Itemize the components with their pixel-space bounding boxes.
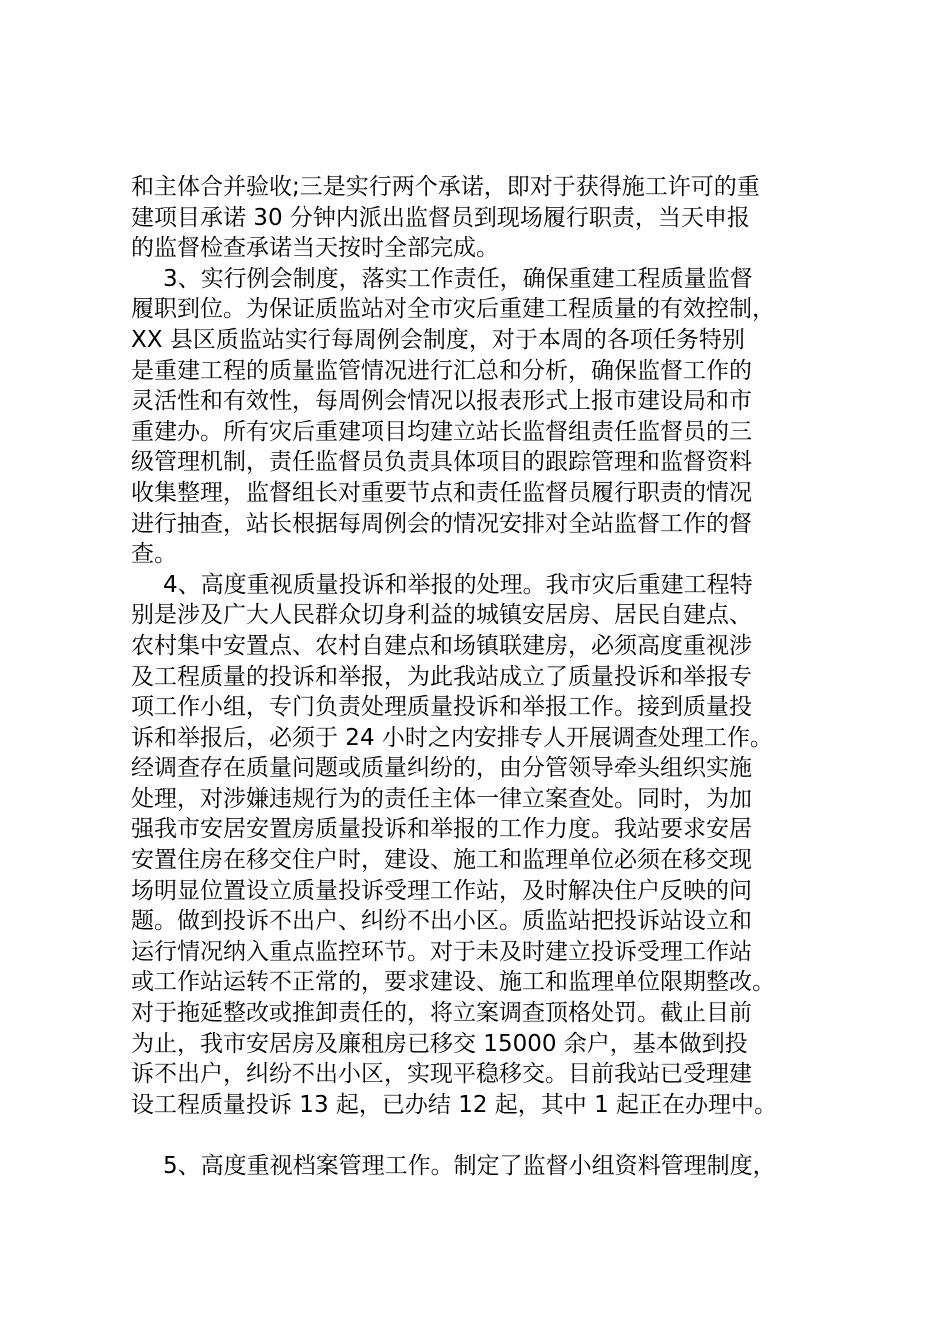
paragraph-5-start: 5、高度重视档案管理工作。制定了监督小组资料管理制度，: [163, 1153, 776, 1179]
text-line: 别是涉及广大人民群众切身利益的城镇安居房、居民自建点、: [131, 602, 752, 629]
text-line: 经调查存在质量问题或质量纠纷的，由分管领导牵头组织实施: [131, 755, 752, 782]
text-line: 履职到位。为保证质监站对全市灾后重建工程质量的有效控制，: [131, 296, 775, 323]
text-line: 设工程质量投诉 13 起，已办结 12 起，其中 1 起正在办理中。: [131, 1091, 778, 1118]
text-line: 的监督检查承诺当天按时全部完成。: [131, 235, 499, 262]
text-line: 项工作小组，专门负责处理质量投诉和举报工作。接到质量投: [131, 694, 752, 721]
text-line: XX 县区质监站实行每周例会制度，对于本周的各项任务特别: [131, 326, 745, 353]
text-line: 查。: [131, 541, 177, 568]
text-line: 诉不出户，纠纷不出小区，实现平稳移交。目前我站已受理建: [131, 1061, 752, 1088]
text-line: 诉和举报后，必须于 24 小时之内安排专人开展调查处理工作。: [131, 724, 773, 751]
paragraph-gap: [131, 1120, 831, 1151]
text-line: 处理，对涉嫌违规行为的责任主体一律立案查处。同时，为加: [131, 785, 752, 812]
text-line: 及工程质量的投诉和举报，为此我站成立了质量投诉和举报专: [131, 663, 752, 690]
text-line: 安置住房在移交住户时，建设、施工和监理单位必须在移交现: [131, 847, 752, 874]
text-line: 建项目承诺 30 分钟内派出监督员到现场履行职责，当天申报: [131, 204, 750, 231]
text-line: 对于拖延整改或推卸责任的，将立案调查顶格处罚。截止目前: [131, 1000, 752, 1027]
text-line: 是重建工程的质量监管情况进行汇总和分析，确保监督工作的: [131, 357, 752, 384]
text-line: 或工作站运转不正常的，要求建设、施工和监理单位限期整改。: [131, 969, 775, 996]
text-line: 运行情况纳入重点监控环节。对于未及时建立投诉受理工作站: [131, 938, 752, 965]
text-line: 为止，我市安居房及廉租房已移交 15000 余户，基本做到投: [131, 1030, 748, 1057]
text-line: 重建办。所有灾后重建项目均建立站长监督组责任监督员的三: [131, 418, 752, 445]
body-text: [131, 172, 831, 1182]
text-line: 场明显位置设立质量投诉受理工作站，及时解决住户反映的问: [131, 877, 752, 904]
text-line: 农村集中安置点、农村自建点和场镇联建房，必须高度重视涉: [131, 632, 752, 659]
text-line: 收集整理，监督组长对重要节点和责任监督员履行职责的情况: [131, 479, 752, 506]
text-line: 强我市安居安置房质量投诉和举报的工作力度。我站要求安居: [131, 816, 752, 843]
paragraph-3-start: 3、实行例会制度，落实工作责任，确保重建工程质量监督: [163, 265, 753, 292]
paragraph-4-start: 4、高度重视质量投诉和举报的处理。我市灾后重建工程特: [163, 571, 753, 598]
text-line: 题。做到投诉不出户、纠纷不出小区。质监站把投诉站设立和: [131, 908, 752, 935]
text-line: 进行抽查，站长根据每周例会的情况安排对全站监督工作的督: [131, 510, 752, 537]
text-line: 级管理机制，责任监督员负责具体项目的跟踪管理和监督资料: [131, 449, 752, 476]
text-line: 和主体合并验收;三是实行两个承诺，即对于获得施工许可的重: [131, 174, 760, 200]
text-line: 灵活性和有效性，每周例会情况以报表形式上报市建设局和市: [131, 388, 752, 415]
